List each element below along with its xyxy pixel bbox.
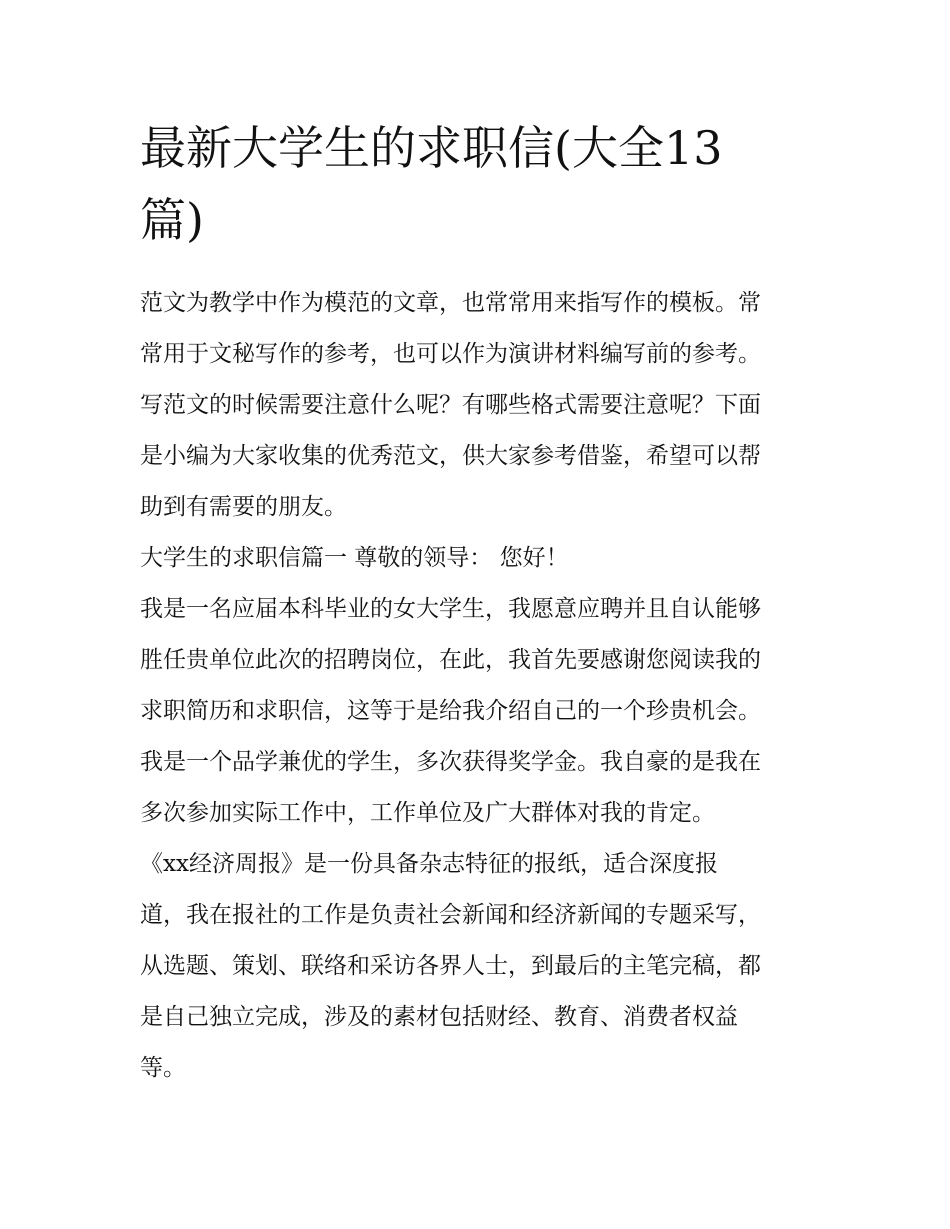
body-line: 从选题、策划、联络和采访各界人士，到最后的主笔完稿，都 <box>140 953 761 979</box>
title-line-2: 篇) <box>140 193 204 247</box>
body-line: 写范文的时候需要注意什么呢？有哪些格式需要注意呢？下面 <box>140 392 761 418</box>
body-line: 我是一名应届本科毕业的女大学生，我愿意应聘并且自认能够 <box>140 596 761 622</box>
body-line: 道，我在报社的工作是负责社会新闻和经济新闻的专题采写， <box>140 902 761 928</box>
document-title <box>140 112 820 256</box>
title-line-1: 最新大学生的求职信(大全13 <box>140 121 723 175</box>
body-line: 我是一个品学兼优的学生，多次获得奖学金。我自豪的是我在 <box>140 749 761 775</box>
body-line: 常用于文秘写作的参考，也可以作为演讲材料编写前的参考。 <box>140 341 761 367</box>
body-line: 胜任贵单位此次的招聘岗位，在此，我首先要感谢您阅读我的 <box>140 647 761 673</box>
body-line: 是小编为大家收集的优秀范文，供大家参考借鉴，希望可以帮 <box>140 443 761 469</box>
document-body <box>140 278 830 1094</box>
body-line: 等。 <box>140 1055 186 1081</box>
body-line: 范文为教学中作为模范的文章，也常常用来指写作的模板。常 <box>140 290 761 316</box>
body-line: 多次参加实际工作中，工作单位及广大群体对我的肯定。 <box>140 800 715 826</box>
letter-heading-line: 大学生的求职信篇一 尊敬的领导： 您好！ <box>140 545 569 571</box>
body-line: 是自己独立完成，涉及的素材包括财经、教育、消费者权益 <box>140 1004 738 1030</box>
body-line: 《xx经济周报》是一份具备杂志特征的报纸，适合深度报 <box>140 851 718 877</box>
body-line: 求职简历和求职信，这等于是给我介绍自己的一个珍贵机会。 <box>140 698 761 724</box>
body-line: 助到有需要的朋友。 <box>140 494 347 520</box>
